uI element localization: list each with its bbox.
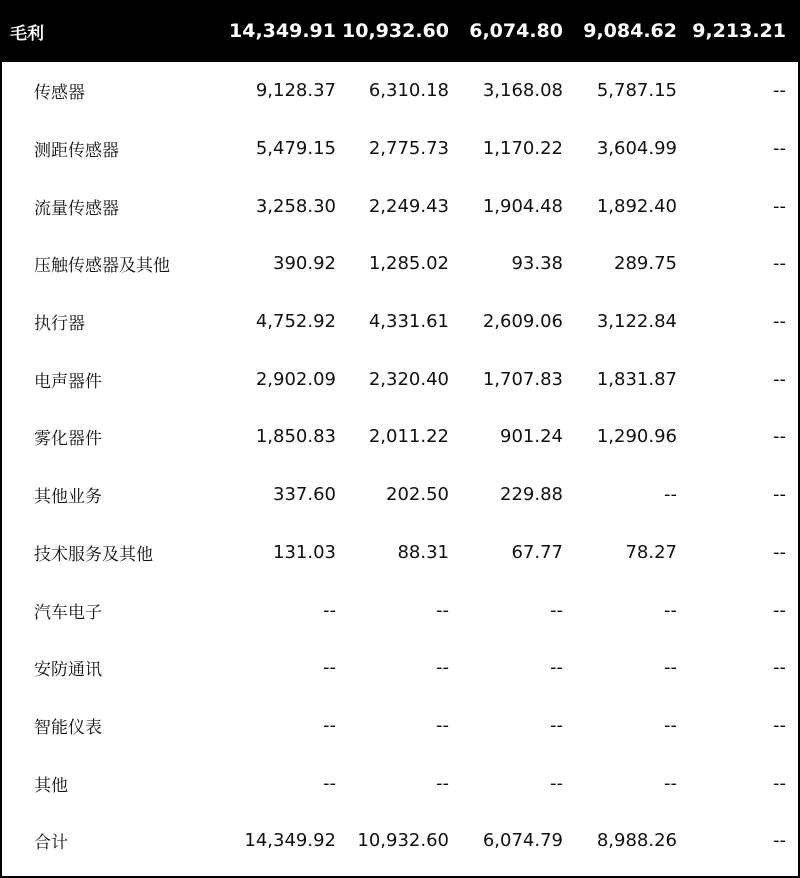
- row-value: 337.60: [273, 484, 336, 506]
- row-value: --: [436, 772, 449, 794]
- row-label: 合计: [34, 833, 68, 854]
- row-label: 安防通讯: [34, 660, 102, 681]
- table-row: [2, 408, 798, 466]
- row-value: --: [773, 714, 786, 736]
- row-value: 6,310.18: [368, 80, 449, 102]
- table-row: [2, 812, 798, 870]
- table-row: [2, 350, 798, 408]
- row-value: --: [773, 599, 786, 621]
- gross-profit-table: [2, 0, 798, 870]
- row-value: --: [773, 80, 786, 102]
- table-row: [2, 581, 798, 639]
- row-value: 2,320.40: [368, 368, 449, 390]
- row-value: 202.50: [386, 484, 449, 506]
- table-header-row: [2, 0, 798, 62]
- row-value: 88.31: [397, 541, 449, 563]
- table-row: [2, 62, 798, 120]
- row-value: --: [664, 714, 677, 736]
- row-value: 229.88: [500, 484, 563, 506]
- table-row: [2, 235, 798, 293]
- row-value: 4,752.92: [255, 311, 336, 333]
- row-value: 6,074.79: [482, 830, 563, 852]
- row-value: 3,168.08: [482, 80, 563, 102]
- table-row: [2, 697, 798, 755]
- row-value: 1,290.96: [596, 426, 677, 448]
- row-value: 901.24: [500, 426, 563, 448]
- table-body: [2, 62, 798, 870]
- row-value: --: [323, 772, 336, 794]
- row-value: --: [773, 195, 786, 217]
- row-value: --: [436, 657, 449, 679]
- row-value: --: [323, 714, 336, 736]
- header-value: 10,932.60: [342, 20, 449, 42]
- header-value: 6,074.80: [469, 20, 563, 42]
- row-value: 2,609.06: [482, 311, 563, 333]
- row-value: --: [550, 657, 563, 679]
- row-value: 1,707.83: [482, 368, 563, 390]
- table-row: [2, 639, 798, 697]
- row-value: 2,775.73: [368, 138, 449, 160]
- row-value: --: [323, 657, 336, 679]
- row-value: --: [773, 772, 786, 794]
- row-value: --: [436, 714, 449, 736]
- row-value: 131.03: [273, 541, 336, 563]
- header-value: 14,349.91: [229, 20, 336, 42]
- row-label: 测距传感器: [34, 141, 119, 162]
- table-row: [2, 524, 798, 582]
- row-value: 3,122.84: [596, 311, 677, 333]
- row-value: --: [773, 253, 786, 275]
- row-value: --: [773, 368, 786, 390]
- row-label: 技术服务及其他: [34, 544, 153, 565]
- row-value: 1,285.02: [368, 253, 449, 275]
- row-value: --: [550, 599, 563, 621]
- row-value: 5,479.15: [255, 138, 336, 160]
- row-value: --: [664, 599, 677, 621]
- row-value: --: [773, 311, 786, 333]
- row-value: 390.92: [273, 253, 336, 275]
- row-label: 压触传感器及其他: [34, 256, 170, 277]
- row-value: 3,604.99: [596, 138, 677, 160]
- row-value: 93.38: [511, 253, 563, 275]
- row-value: 2,902.09: [255, 368, 336, 390]
- row-value: --: [436, 599, 449, 621]
- row-label: 其他业务: [34, 487, 102, 508]
- row-label: 其他: [34, 775, 68, 796]
- row-label: 汽车电子: [34, 602, 102, 623]
- row-value: --: [773, 138, 786, 160]
- row-label: 电声器件: [34, 371, 102, 392]
- row-value: 1,170.22: [482, 138, 563, 160]
- row-value: 1,850.83: [255, 426, 336, 448]
- row-label: 雾化器件: [34, 429, 102, 450]
- row-value: 78.27: [625, 541, 677, 563]
- row-value: 1,904.48: [482, 195, 563, 217]
- row-value: --: [773, 426, 786, 448]
- row-value: 3,258.30: [255, 195, 336, 217]
- header-value: 9,213.21: [692, 20, 786, 42]
- row-label: 智能仪表: [34, 717, 102, 738]
- row-value: 9,128.37: [255, 80, 336, 102]
- header-label: 毛利: [10, 23, 44, 44]
- row-value: --: [664, 484, 677, 506]
- header-value: 9,084.62: [583, 20, 677, 42]
- row-value: 4,331.61: [368, 311, 449, 333]
- row-value: --: [550, 714, 563, 736]
- row-label: 执行器: [34, 314, 85, 335]
- row-label: 传感器: [34, 83, 85, 104]
- row-value: --: [773, 830, 786, 852]
- row-value: 289.75: [614, 253, 677, 275]
- row-value: 1,892.40: [596, 195, 677, 217]
- row-value: 14,349.92: [244, 830, 336, 852]
- table-row: [2, 293, 798, 351]
- table-row: [2, 754, 798, 812]
- row-value: --: [773, 541, 786, 563]
- row-value: --: [664, 657, 677, 679]
- row-value: --: [773, 484, 786, 506]
- table-row: [2, 120, 798, 178]
- table-row: [2, 177, 798, 235]
- row-value: 10,932.60: [357, 830, 449, 852]
- row-value: --: [664, 772, 677, 794]
- row-label: 流量传感器: [34, 198, 119, 219]
- table-row: [2, 466, 798, 524]
- row-value: --: [550, 772, 563, 794]
- row-value: 2,249.43: [368, 195, 449, 217]
- row-value: --: [773, 657, 786, 679]
- row-value: 2,011.22: [368, 426, 449, 448]
- row-value: 8,988.26: [596, 830, 677, 852]
- row-value: 5,787.15: [596, 80, 677, 102]
- row-value: 67.77: [511, 541, 563, 563]
- row-value: 1,831.87: [596, 368, 677, 390]
- row-value: --: [323, 599, 336, 621]
